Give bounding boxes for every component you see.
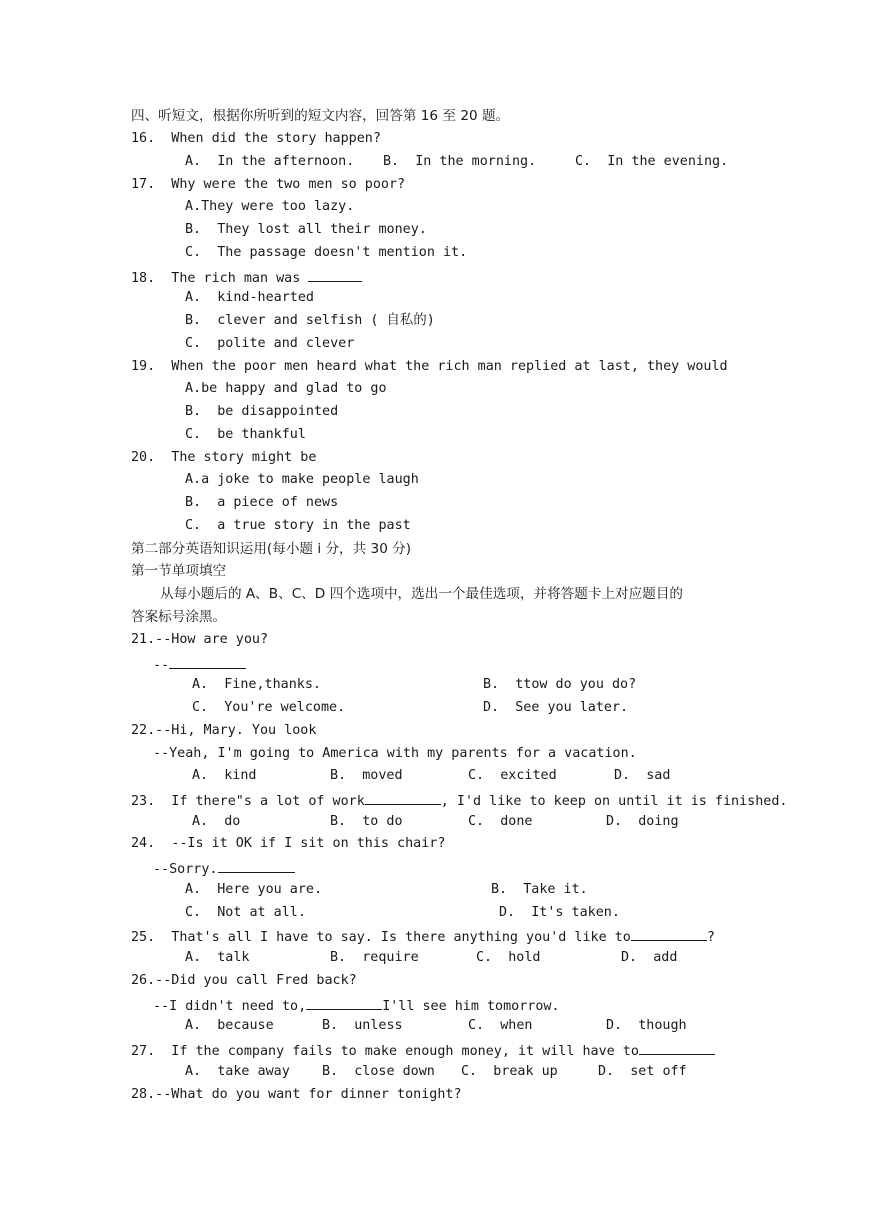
- q21-option-b: B. ttow do you do?: [483, 677, 637, 692]
- q18-option-b: B. clever and selfish ( 自私的): [185, 313, 435, 328]
- section-title: 第一节单项填空: [131, 563, 227, 579]
- q18-stem-text: 18. The rich man was: [131, 271, 301, 286]
- q26-reply-before: --I didn't need to,: [153, 999, 307, 1014]
- instruction-line-2: 答案标号涂黑。: [131, 609, 227, 625]
- question-20-stem: 20. The story might be: [131, 450, 317, 465]
- question-27-stem: [131, 1040, 715, 1058]
- q23-stem-after: , I'd like to keep on until it is finished.: [440, 794, 788, 809]
- answer-blank: [218, 858, 295, 873]
- q19-option-b: B. be disappointed: [185, 404, 339, 419]
- q20-option-a: A.a joke to make people laugh: [185, 472, 419, 487]
- q25-option-d: D. add: [621, 950, 678, 965]
- question-24-reply: [153, 858, 295, 876]
- q23-option-c: C. done: [468, 814, 533, 829]
- q25-option-b: B. require: [330, 950, 419, 965]
- q27-option-a: A. take away: [185, 1064, 290, 1079]
- q24-option-c: C. Not at all.: [185, 905, 306, 920]
- q18-option-c: C. polite and clever: [185, 336, 355, 351]
- q23-option-d: D. doing: [606, 814, 679, 829]
- question-17-stem: 17. Why were the two men so poor?: [131, 177, 406, 192]
- answer-blank: [169, 654, 246, 669]
- q22-option-b: B. moved: [330, 768, 403, 783]
- question-23-stem: [131, 790, 787, 808]
- q21-option-d: D. See you later.: [483, 700, 629, 715]
- q24-reply-text: --Sorry.: [153, 862, 218, 877]
- question-28-stem: 28.--What do you want for dinner tonight?: [131, 1087, 462, 1102]
- q24-option-d: D. It's taken.: [499, 905, 620, 920]
- q27-option-c: C. break up: [461, 1064, 558, 1079]
- q27-option-b: B. close down: [322, 1064, 435, 1079]
- q24-option-b: B. Take it.: [491, 882, 588, 897]
- question-26-reply: [153, 995, 560, 1013]
- q16-option-b: B. In the morning.: [383, 154, 537, 169]
- q27-stem-text: 27. If the company fails to make enough money, it will have to: [131, 1044, 639, 1059]
- section-heading: 四、听短文，根据你所听到的短文内容，回答第 16 至 20 题。: [131, 108, 510, 124]
- q17-option-a: A.They were too lazy.: [185, 199, 355, 214]
- q25-option-c: C. hold: [476, 950, 541, 965]
- answer-blank: [306, 995, 382, 1010]
- q17-option-c: C. The passage doesn't mention it.: [185, 245, 468, 260]
- question-16-stem: 16. When did the story happen?: [131, 131, 381, 146]
- q21-reply-text: --: [153, 658, 170, 673]
- q18-option-a: A. kind-hearted: [185, 290, 314, 305]
- q19-option-a: A.be happy and glad to go: [185, 381, 387, 396]
- q23-option-a: A. do: [192, 814, 241, 829]
- q25-stem-before: 25. That's all I have to say. Is there anything you'd like to: [131, 930, 631, 945]
- question-22-reply: --Yeah, I'm going to America with my parents for a vacation.: [153, 746, 637, 761]
- q25-stem-after: ?: [706, 930, 715, 945]
- q23-option-b: B. to do: [330, 814, 403, 829]
- q27-option-d: D. set off: [598, 1064, 687, 1079]
- question-19-stem: 19. When the poor men heard what the rich man replied at last, they would: [131, 359, 728, 374]
- q22-option-a: A. kind: [192, 768, 257, 783]
- q26-option-d: D. though: [606, 1018, 687, 1033]
- q16-option-a: A. In the afternoon.: [185, 154, 355, 169]
- q17-option-b: B. They lost all their money.: [185, 222, 427, 237]
- q26-option-a: A. because: [185, 1018, 274, 1033]
- q26-option-b: B. unless: [322, 1018, 403, 1033]
- instruction-line-1: 从每小题后的 A、B、C、D 四个选项中，选出一个最佳选项，并将答题卡上对应题目的: [160, 586, 684, 602]
- q21-option-a: A. Fine,thanks.: [192, 677, 321, 692]
- q20-option-b: B. a piece of news: [185, 495, 339, 510]
- answer-blank: [639, 1040, 715, 1055]
- q24-option-a: A. Here you are.: [185, 882, 323, 897]
- q22-option-d: D. sad: [614, 768, 671, 783]
- question-25-stem: [131, 926, 715, 944]
- q26-option-c: C. when: [468, 1018, 533, 1033]
- q26-reply-after: I'll see him tomorrow.: [382, 999, 560, 1014]
- q23-stem-before: 23. If there"s a lot of work: [131, 794, 365, 809]
- question-22-stem: 22.--Hi, Mary. You look: [131, 723, 317, 738]
- question-26-stem: 26.--Did you call Fred back?: [131, 973, 357, 988]
- question-21-stem: 21.--How are you?: [131, 632, 269, 647]
- q25-option-a: A. talk: [185, 950, 250, 965]
- q19-option-c: C. be thankful: [185, 427, 306, 442]
- q20-option-c: C. a true story in the past: [185, 518, 411, 533]
- q16-option-c: C. In the evening.: [575, 154, 729, 169]
- answer-blank: [365, 790, 441, 805]
- part-heading: 第二部分英语知识运用(每小题 i 分，共 30 分): [131, 541, 412, 557]
- q21-option-c: C. You're welcome.: [192, 700, 346, 715]
- question-24-stem: 24. --Is it OK if I sit on this chair?: [131, 836, 446, 851]
- question-21-reply: [153, 654, 246, 672]
- q22-option-c: C. excited: [468, 768, 557, 783]
- answer-blank: [308, 267, 362, 282]
- answer-blank: [631, 926, 707, 941]
- question-18-stem: [131, 267, 362, 285]
